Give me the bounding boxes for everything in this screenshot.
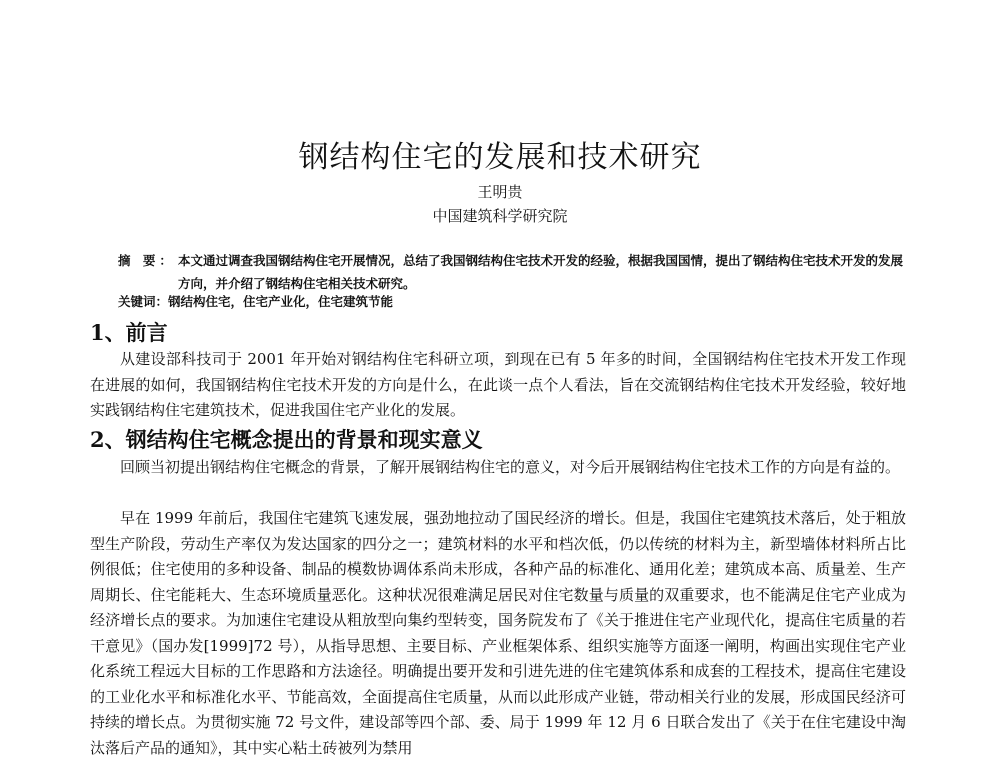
section-heading-introduction: 1、前言 (90, 320, 168, 345)
keywords-text: 钢结构住宅，住宅产业化，住宅建筑节能 (168, 294, 394, 309)
abstract-block (118, 249, 910, 295)
section-heading-background: 2、钢结构住宅概念提出的背景和现实意义 (90, 427, 483, 452)
abstract-text: 本文通过调查我国钢结构住宅开展情况，总结了我国钢结构住宅技术开发的经验，根据我国国情，提出了钢结构住宅技术开发的发展方向，并介绍了钢结构住宅相关技术研究。 (178, 253, 904, 291)
keywords-block (118, 292, 910, 310)
author-affiliation: 中国建筑科学研究院 (432, 207, 568, 225)
section-paragraph: 回顾当初提出钢结构住宅概念的背景，了解开展钢结构住宅的意义，对今后开展钢结构住宅技术工作的方向是有益的。 (120, 458, 901, 476)
section-paragraph: 早在 1999 年前后，我国住宅建筑飞速发展，强劲地拉动了国民经济的增长。但是，我国住宅建筑技术落后，处于粗放型生产阶段，劳动生产率仅为发达国家的四分之一；建筑材料的水平和档次低，仍以传统的材料为主，新型墙体材料所占比例很低；住宅使用的多种设备、制品的模数协调体系尚未形成，各种产品的标准化、通用化差；建筑成本高、质量差、生产周期长、住宅能耗大、生态环境质量恶化。这种状况很难满足居民对住宅数量与质量的双重要求，也不能满足住宅产业成为经济增长点的要求。为加速住宅建设从粗放型向集约型转变，国务院发布了《关于推进住宅产业现代化，提高住宅质量的若干意见》（国办发[1999]72 号），从指导思想、主要目标、产业框架体系、组织实施等方面逐一阐明，构画出实现住宅产业化系统工程远大目标的工作思路和方法途径。明确提出要开发和引进先进的住宅建筑体系和成套的工程技术，提高住宅建设的工业化水平和标准化水平、节能高效，全面提高住宅质量，从而以此形成产业链，带动相关行业的发展，形成国民经济可持续的增长点。为贯彻实施 72 号文件，建设部等四个部、委、局于 1999 年 12 月 6 日联合发出了《关于在住宅建设中淘汰落后产品的通知》，其中实心粘土砖被列为禁用 (90, 509, 906, 757)
keywords-label: 关键词： (118, 294, 169, 309)
paper-title: 钢结构住宅的发展和技术研究 (298, 140, 702, 175)
abstract-label: 摘 要： (118, 253, 176, 268)
author-name: 王明贵 (477, 183, 523, 201)
section-paragraph: 从建设部科技司于 2001 年开始对钢结构住宅科研立项，到现在已有 5 年多的时间，全国钢结构住宅技术开发工作现在进展的如何，我国钢结构住宅技术开发的方向是什么，在此谈一点个人看法，旨在交流钢结构住宅技术开发经验，较好地实践钢结构住宅建筑技术，促进我国住宅产业化的发展。 (90, 350, 906, 419)
